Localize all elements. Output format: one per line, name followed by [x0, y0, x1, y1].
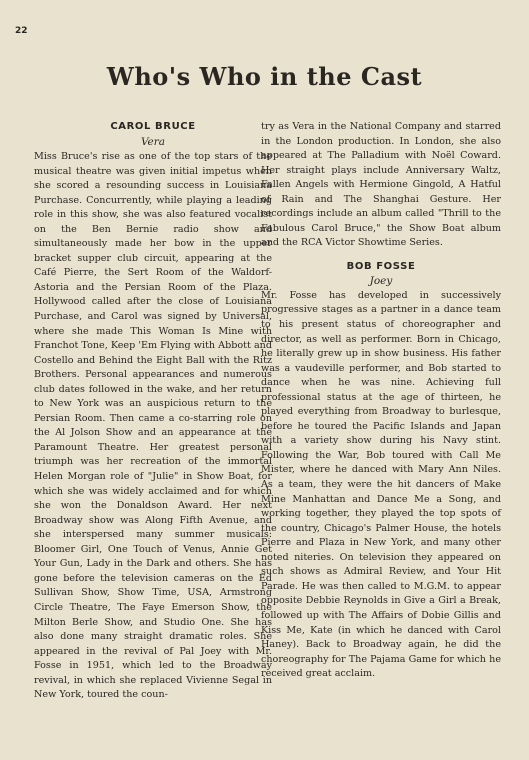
carol-bruce-bio-part1: Miss Bruce's rise as one of the top stars of the musical theatre was given initial impetus when she scored a resounding success in Louisiana Purchase. Concurrently, while playing a leading role in this show, she was also featured vocalist on the Ben Bernie radio show and simultaneously made her bow in the upper bracket supper club circuit, appearing at the Café Pierre, the Sert Room of the Waldorf-Astoria and the Persian Room of the Plaza. Hollywood called after the close of Louisiana Purchase, and Carol was signed by Universal, where she made This Woman Is Mine with Franchot Tone, Keep 'Em Flying with Abbott and Costello and Behind the Eight Ball with the Ritz Brothers. Personal appearances and numerous club dates followed in the wake, and her return to New York was an auspicious return to the Persian Room. Then came a co-starring role on the Al Jolson Show and an appearance at the Paramount Theatre. Her greatest personal triumph was her recreation of the immortal Helen Morgan role of "Julie" in Show Boat, for which she was widely acclaimed and for which she won the Donaldson Award. Her next Broadway show was Along Fifth Avenue, and she interspersed many summer musicals: Bloomer Girl, One Touch of Venus, Annie Get Your Gun, Lady in the Dark and others. She has gone before the television cameras on the Ed Sullivan Show, Show Time, USA, Armstrong Circle Theatre, The Faye Emerson Show, the Milton Berle Show, and Studio One. She has also done many straight dramatic roles. She appeared in the revival of Pal Joey with Mr. Fosse in 1951, which led to the Broadway revival, in which she replaced Vivienne Segal in New York, toured the coun-	[34, 151, 272, 701]
cast-name-bob-fosse: BOB FOSSE	[346, 260, 416, 272]
page-title: Who's Who in the Cast	[106, 62, 423, 91]
left-column	[34, 120, 272, 703]
carol-bruce-bio-part2: try as Vera in the National Company and starred in the London production. In London, she also appeared at The Palladium with Noël Coward. Her straight plays include Anniversary Waltz, Fallen Angels with Hermione Gingold, A Hatful of Rain and The Shanghai Gesture. Her recordings include an album called "Thrill to the Fabulous Carol Bruce," the Show Boat album and the RCA Victor Showtime Series.	[261, 121, 501, 249]
cast-role-joey: Joey	[369, 274, 393, 287]
bob-fosse-bio: Mr. Fosse has developed in successively progressive stages as a partner in a dance team to his present status of choreographer and director, as well as performer. Born in Chicago, he literally grew up in show business. His father was a vaudeville performer, and Bob started to dance when he was nine. Achieving full professional status at the age of thirteen, he played everything from Broadway to burlesque, before he toured the Pacific Islands and Japan with a variety show during his Navy stint. Following the War, Bob toured with Call Me Mister, where he danced with Mary Ann Niles. As a team, they were the hit dancers of Make Mine Manhattan and Dance Me a Song, and working together, they played the top spots of the country, Chicago's Palmer House, the hotels Pierre and Plaza in New York, and many other noted niteries. On television they appeared on such shows as Admiral Review, and Your Hit Parade. He was then called to M.G.M. to appear opposite Debbie Reynolds in Give a Girl a Break, followed up with The Affairs of Dobie Gillis and Kiss Me, Kate (in which he danced with Carol Haney). Back to Broadway again, he did the choreography for The Pajama Game for which he received great acclaim.	[261, 289, 501, 680]
page-number: 22	[15, 26, 28, 36]
right-column	[261, 120, 501, 682]
cast-role-vera: Vera	[140, 136, 166, 148]
cast-name-carol-bruce: CAROL BRUCE	[110, 121, 196, 132]
